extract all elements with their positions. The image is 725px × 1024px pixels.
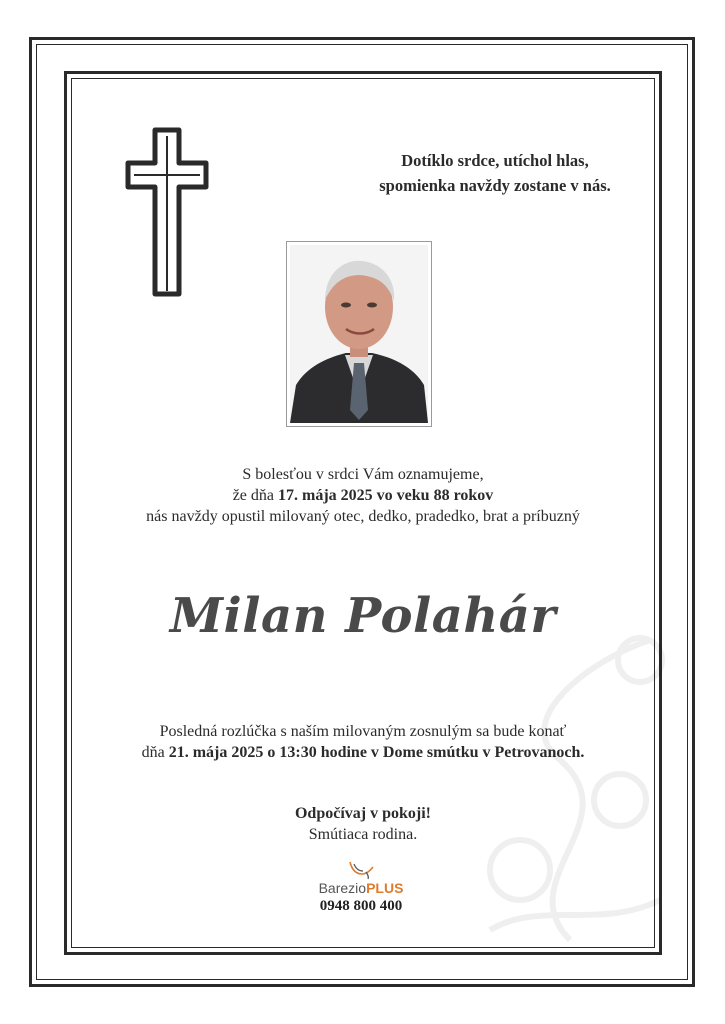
funeral-line-1: Posledná rozlúčka s naším milovaným zosnulým sa bude konať [159,723,567,740]
funeral-line-2 [80,742,646,763]
brand-name-part2: PLUS [366,880,404,896]
portrait-image [290,245,428,423]
closing-text [80,803,646,845]
funeral-date-place: 21. mája 2025 o 13:30 hodine v Dome smútku v Petrovanoch. [168,744,585,761]
closing-line-1: Odpočívaj v pokoji! [294,805,431,822]
announcement-line-3: nás navždy opustil milovaný otec, dedko, pradedko, brat a príbuzný [146,508,580,525]
announcement-date-prefix: že dňa [232,487,279,504]
announcement-line-1: S bolesťou v srdci Vám oznamujeme, [242,466,484,483]
funeral-text [80,721,646,763]
closing-line-2: Smútiaca rodina. [308,826,418,843]
portrait-photo [286,241,432,427]
announcement-line-2 [80,485,646,506]
quote-line-2: spomienka navždy zostane v nás. [379,176,611,195]
cross-icon [122,126,212,298]
floral-watermark [450,600,690,960]
announcement-date-age: 17. mája 2025 vo veku 88 rokov [278,487,494,504]
epitaph-quote [330,148,660,198]
brand-phone: 0948 800 400 [319,898,403,914]
funeral-date-prefix: dňa [141,744,169,761]
quote-line-1: Dotíklo srdce, utíchol hlas, [401,151,589,170]
announcement-text [80,464,646,527]
brand-name-part1: Barezio [318,880,367,896]
deceased-name: Milan Polahár [169,588,557,644]
dove-icon [346,858,376,880]
funeral-service-logo [300,858,422,915]
brand-name [300,880,422,897]
